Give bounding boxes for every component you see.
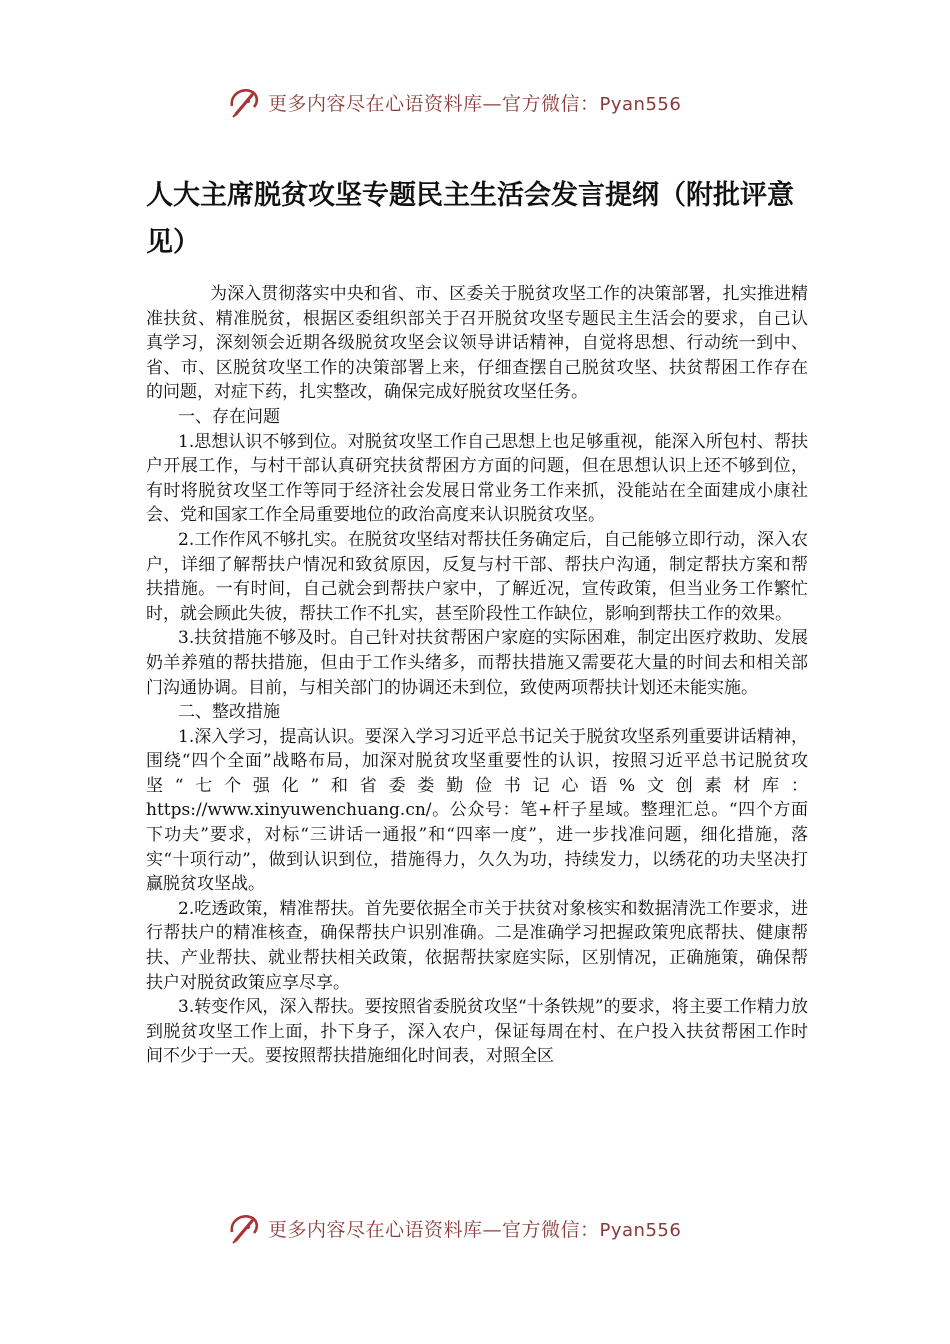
footer-banner bbox=[226, 1208, 726, 1248]
pen-logo-icon bbox=[226, 1210, 262, 1246]
measure-paragraph-1: 1.深入学习，提高认识。要深入学习习近平总书记关于脱贫攻坚系列重要讲话精神，围绕“四个全面”战略布局，加深对脱贫攻坚重要性的认识，按照习近平总书记脱贫攻坚“七个强化”和省委娄勤俭书记心语%文创素材库：https://www.xinyuwenchuang.cn/。公众号：笔+杆子星域。整理汇总。“四个方面下功夫”要求，对标“三讲话一通报”和“四率一度”，进一步找准问题，细化措施，落实“十项行动”，做到认识到位，措施得力，久久为功，持续发力，以绣花的功夫坚决打赢脱贫攻坚战。 bbox=[146, 726, 808, 895]
problem-paragraph-3: 3.扶贫措施不够及时。自己针对扶贫帮困户家庭的实际困难，制定出医疗救助、发展奶羊养殖的帮扶措施，但由于工作头绪多，而帮扶措施又需要花大量的时间去和相关部门沟通协调。目前，与相关部门的协调还未到位，致使两项帮扶计划还未能实施。 bbox=[146, 628, 808, 698]
measure-paragraph-2: 2.吃透政策，精准帮扶。首先要依据全市关于扶贫对象核实和数据清洗工作要求，进行帮扶户的精准核查，确保帮扶户识别准确。二是准确学习把握政策兜底帮扶、健康帮扶、产业帮扶、就业帮扶相关政策，依据帮扶家庭实际，区别情况，正确施策，确保帮扶户对脱贫政策应享尽享。 bbox=[146, 898, 808, 993]
problem-paragraph-1: 1.思想认识不够到位。对脱贫攻坚工作自己思想上也足够重视，能深入所包村、帮扶户开展工作，与村干部认真研究扶贫帮困方方面的问题，但在思想认识上还不够到位，有时将脱贫攻坚工作等同于经济社会发展日常业务工作来抓，没能站在全面建成小康社会、党和国家工作全局重要地位的政治高度来认识脱贫攻坚。 bbox=[146, 431, 808, 526]
measure-paragraph-3: 3.转变作风，深入帮扶。要按照省委脱贫攻坚“十条铁规”的要求，将主要工作精力放到脱贫攻坚工作上面，扑下身子，深入农户，保证每周在村、在户投入扶贫帮困工作时间不少于一天。要按照帮扶措施细化时间表，对照全区 bbox=[146, 997, 808, 1067]
header-banner bbox=[226, 82, 726, 122]
header-banner-text: 更多内容尽在心语资料库—官方微信：Pyan556 bbox=[268, 92, 682, 115]
section-heading-measures: 二、整改措施 bbox=[178, 702, 280, 723]
section-heading-problems: 一、存在问题 bbox=[178, 406, 280, 427]
footer-banner-handle: Pyan556 bbox=[599, 1219, 682, 1241]
intro-paragraph: 为深入贯彻落实中央和省、市、区委关于脱贫攻坚工作的决策部署，扎实推进精准扶贫、精准脱贫，根据区委组织部关于召开脱贫攻坚专题民主生活会的要求，自己认真学习，深刻领会近期各级脱贫攻坚会议领导讲话精神，自觉将思想、行动统一到中、省、市、区脱贫攻坚工作的决策部署上来，仔细查摆自己脱贫攻坚、扶贫帮困工作存在的问题，对症下药，扎实整改，确保完成好脱贫攻坚任务。 bbox=[146, 284, 808, 403]
document-title: 人大主席脱贫攻坚专题民主生活会发言提纲（附批评意见） bbox=[146, 180, 794, 258]
pen-logo-icon bbox=[226, 84, 262, 120]
header-banner-handle: Pyan556 bbox=[599, 93, 682, 115]
document-body bbox=[146, 282, 808, 1069]
footer-banner-text: 更多内容尽在心语资料库—官方微信：Pyan556 bbox=[268, 1218, 682, 1241]
problem-paragraph-2: 2.工作作风不够扎实。在脱贫攻坚结对帮扶任务确定后，自己能够立即行动，深入农户，详细了解帮扶户情况和致贫原因，反复与村干部、帮扶户沟通，制定帮扶方案和帮扶措施。一有时间，自己就会到帮扶户家中，了解近况，宣传政策，但当业务工作繁忙时，就会顾此失彼，帮扶工作不扎实，甚至阶段性工作缺位，影响到帮扶工作的效果。 bbox=[146, 529, 808, 624]
